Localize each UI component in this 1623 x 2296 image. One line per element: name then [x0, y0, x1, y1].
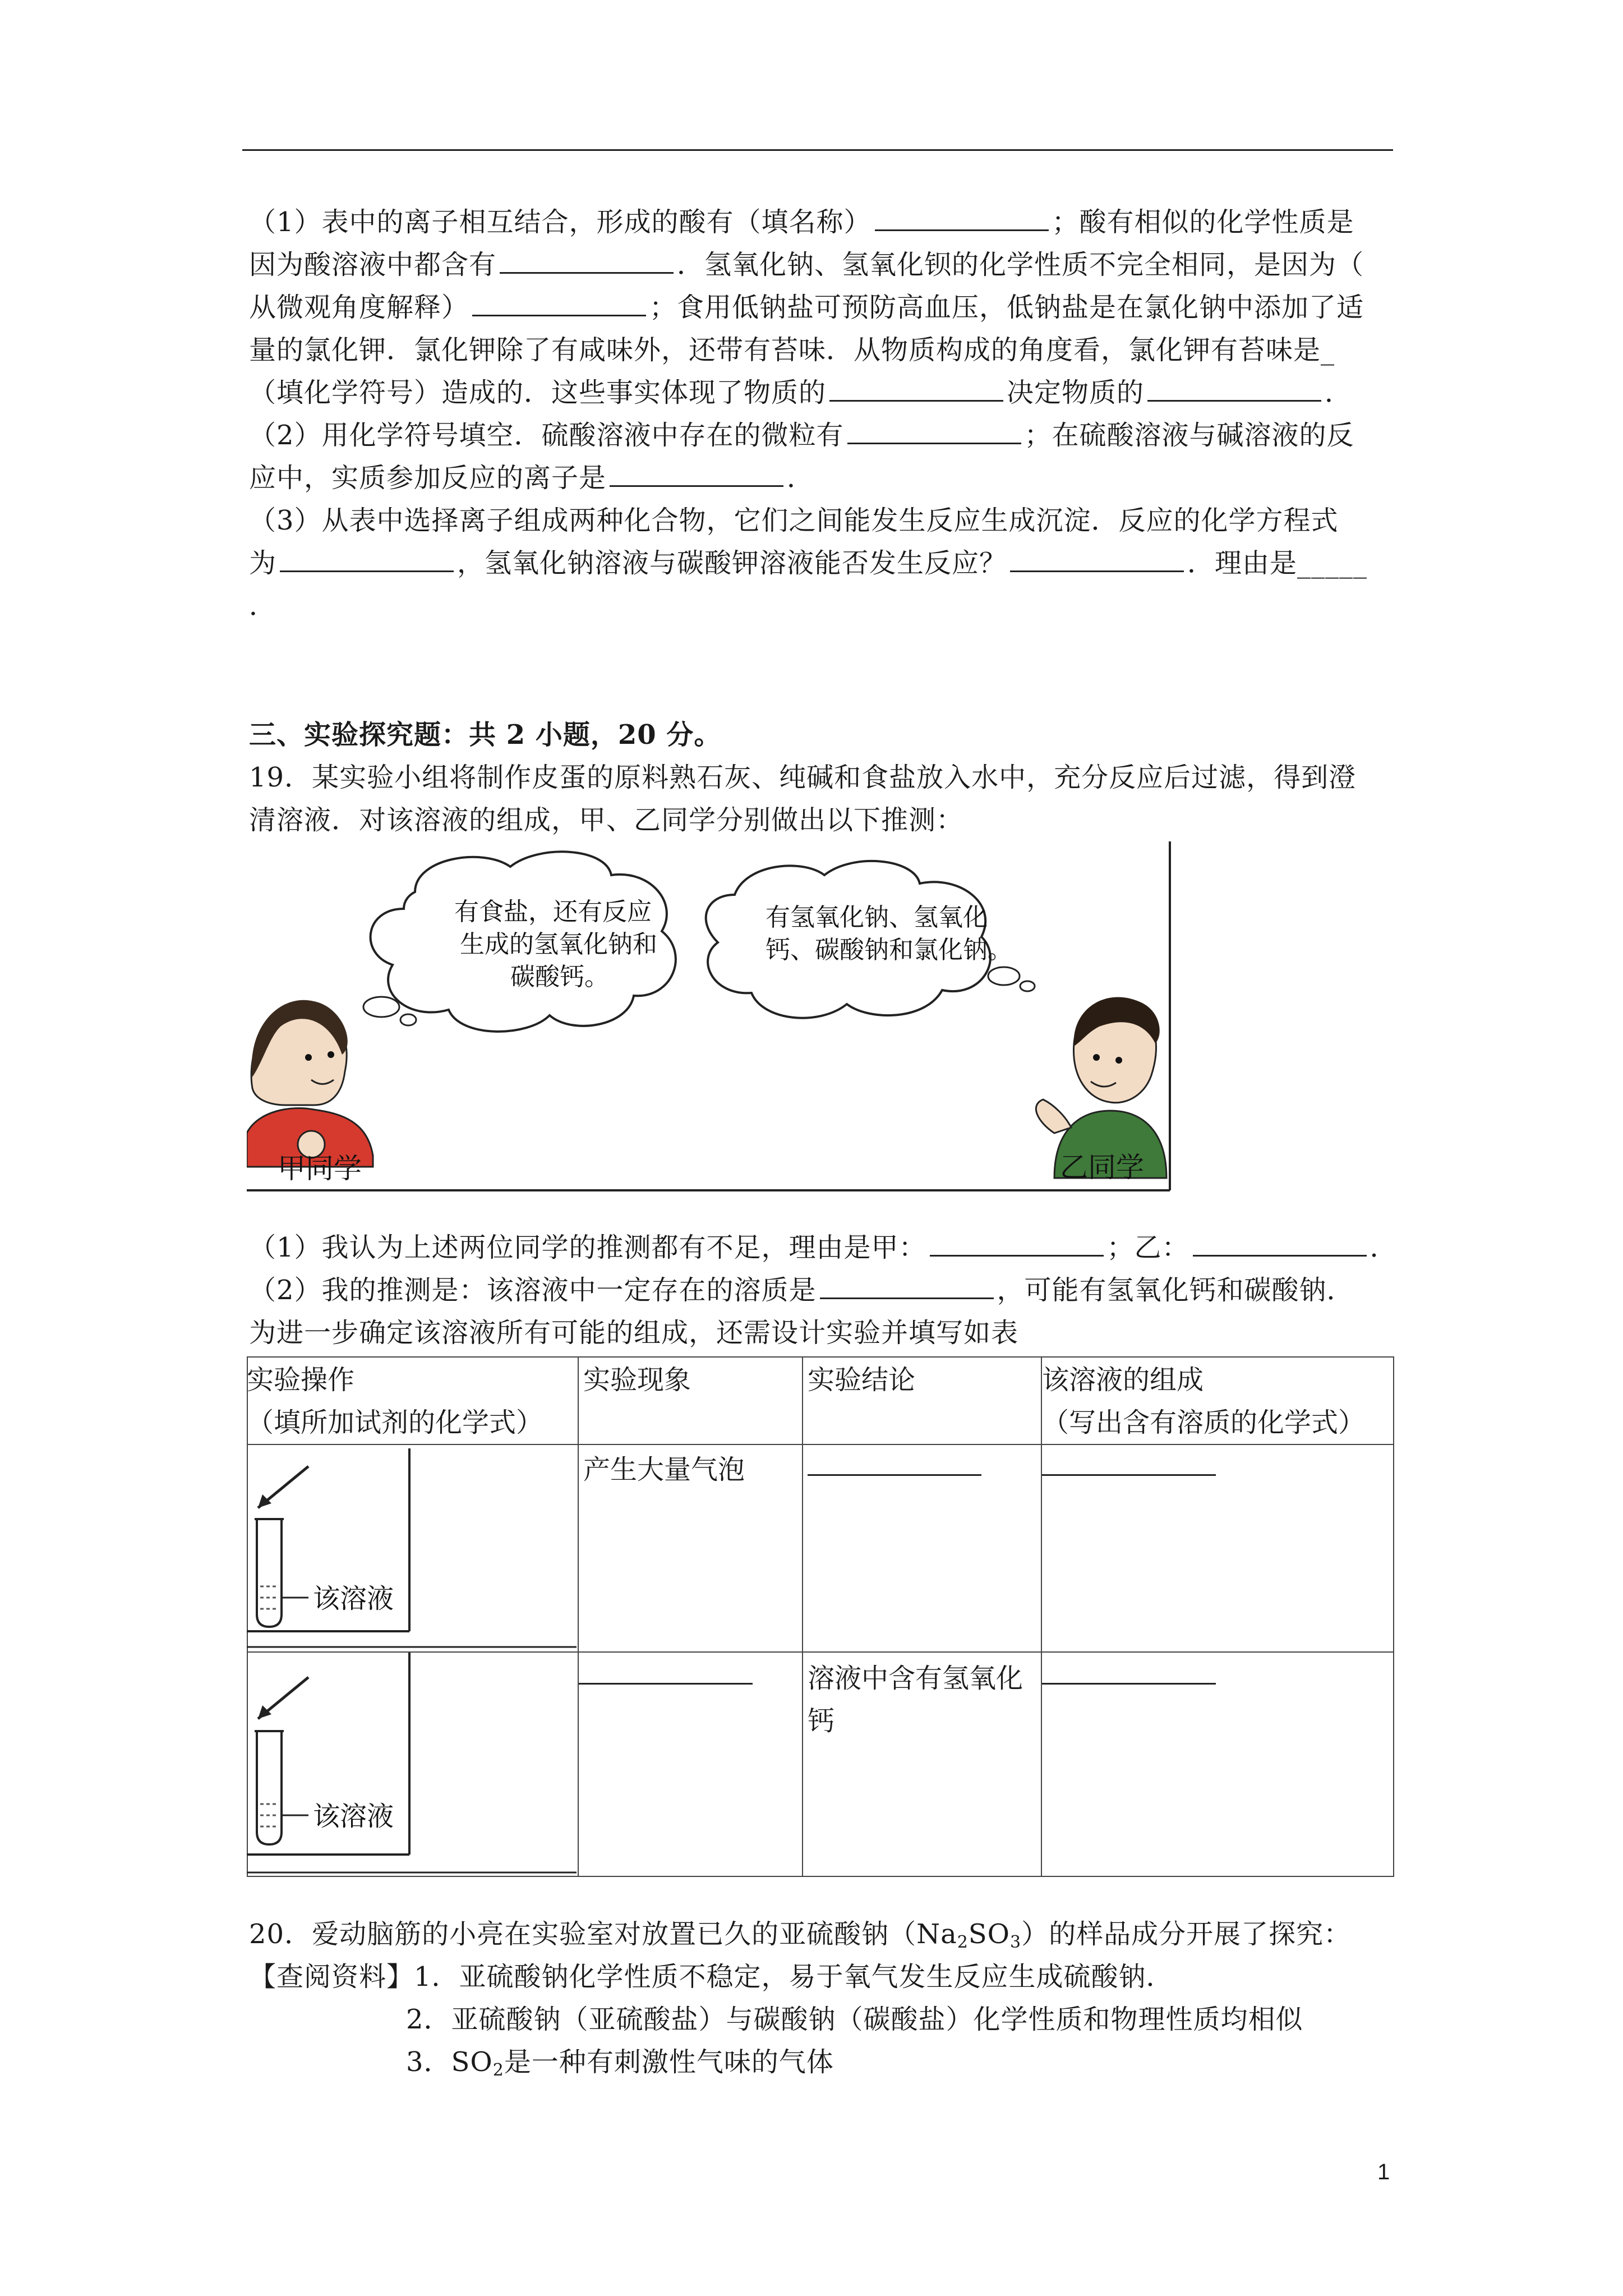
test-tube-diagram	[247, 1446, 578, 1651]
answer-blank[interactable]	[280, 544, 454, 572]
q20-intro: 20．爱动脑筋的小亮在实验室对放置已久的亚硫酸钠$(Na_2SO_3)$的样品成分开展了探究：	[249, 1918, 1352, 1952]
label-yi: 乙同学	[1060, 1151, 1144, 1184]
answer-blank[interactable]	[875, 203, 1049, 231]
answer-blank[interactable]	[847, 416, 1021, 444]
q19-part-3: 为进一步确定该溶液所有可能的组成，还需设计实验并填写如表	[249, 1317, 1019, 1349]
section-heading: 三、实验探究题：共 2 小题，20 分。	[249, 719, 722, 751]
answer-blank[interactable]	[472, 288, 646, 316]
row2-composition-blank[interactable]	[1042, 1683, 1216, 1685]
row2-phenomenon-blank[interactable]	[579, 1683, 753, 1685]
student-jia-figure	[247, 1000, 373, 1167]
q18-line-5: （填化学符号）造成的．这些事实体现了物质的 决定物质的 ．	[249, 371, 1352, 414]
thought-bubble-jia	[363, 852, 676, 1032]
answer-blank[interactable]	[500, 245, 674, 274]
q18-line-3: 从微观角度解释） ；食用低钠盐可预防高血压，低钠盐是在氯化钠中添加了适	[249, 286, 1364, 329]
q19-intro-2: 清溶液．对该溶液的组成，甲、乙同学分别做出以下推测：	[249, 804, 964, 836]
header-composition: 该溶液的组成 （写出含有溶质的化学式）	[1042, 1364, 1366, 1438]
answer-blank[interactable]	[829, 373, 1003, 402]
q18-line-4: 量的氯化钾．氯化钾除了有咸味外，还带有苔味．从物质构成的角度看，氯化钾有苔味是_	[249, 334, 1335, 366]
q18-line-7: 应中，实质参加反应的离子是 ．	[249, 457, 814, 499]
answer-blank[interactable]	[820, 1271, 994, 1299]
bubble-jia-line-3: 碳酸钙。	[510, 963, 609, 991]
tube-label: 该溶液	[313, 1583, 394, 1614]
q19-part-2: （2）我的推测是：该溶液中一定存在的溶质是 ，可能有氢氧化钙和碳酸钠．	[249, 1269, 1354, 1312]
answer-blank[interactable]	[930, 1228, 1104, 1257]
bubble-jia-line-1: 有食盐，还有反应	[454, 898, 652, 926]
label-jia: 甲同学	[278, 1152, 362, 1185]
header-phenomenon: 实验现象	[583, 1364, 691, 1396]
q19-part-1: （1）我认为上述两位同学的推测都有不足，理由是甲： ；乙： ．	[249, 1226, 1398, 1269]
q18-line-10: ．	[249, 590, 277, 622]
row1-composition-blank[interactable]	[1042, 1474, 1216, 1476]
q18-line-6: （2）用化学符号填空．硫酸溶液中存在的微粒有 ；在硫酸溶液与碱溶液的反	[249, 414, 1354, 457]
q18-line-1: （1）表中的离子相互结合，形成的酸有（填名称） ；酸有相似的化学性质是	[249, 201, 1354, 243]
q19-intro-1: 19．某实验小组将制作皮蛋的原料熟石灰、纯碱和食盐放入水中，充分反应后过滤，得到澄	[249, 762, 1357, 793]
header-operation: 实验操作 （填所加试剂的化学式）	[247, 1364, 543, 1438]
bubble-yi-line-1: 有氢氧化钠、氢氧化	[766, 903, 988, 932]
thought-bubble-yi	[706, 861, 1035, 1018]
answer-blank[interactable]	[1010, 544, 1184, 572]
header-rule	[242, 149, 1393, 151]
q20-reference-2: 2．亚硫酸钠（亚硫酸盐）与碳酸钠（碳酸盐）化学性质和物理性质均相似	[406, 2004, 1303, 2035]
answer-blank[interactable]	[1147, 373, 1321, 402]
bubble-jia-line-2: 生成的氢氧化钠和	[460, 930, 657, 959]
tube-label: 该溶液	[313, 1801, 394, 1832]
q18-line-9: 为 ，氢氧化钠溶液与碳酸钾溶液能否发生反应？ ．理由是_____	[249, 542, 1367, 585]
row2-conclusion: 溶液中含有氢氧化 钙	[808, 1663, 1023, 1737]
q20-reference-1: 【查阅资料】1．亚硫酸钠化学性质不稳定，易于氧气发生反应生成硫酸钠．	[249, 1961, 1174, 1993]
page-number: 1	[1377, 2160, 1390, 2184]
bubble-yi-line-2: 钙、碳酸钠和氯化钠。	[766, 936, 1012, 964]
row1-phenomenon: 产生大量气泡	[583, 1454, 745, 1485]
q20-reference-3: 3．$SO_2$是一种有刺激性气味的气体	[406, 2046, 834, 2080]
answer-blank[interactable]	[1193, 1228, 1367, 1257]
test-tube-diagram	[247, 1653, 578, 1876]
cartoon-illustration	[247, 841, 1178, 1200]
row1-conclusion-blank[interactable]	[808, 1474, 981, 1476]
q18-line-2: 因为酸溶液中都含有 ．氢氧化钠、氢氧化钡的化学性质不完全相同，是因为（	[249, 243, 1364, 286]
answer-blank[interactable]	[610, 458, 783, 487]
q18-line-8: （3）从表中选择离子组成两种化合物，它们之间能发生反应生成沉淀．反应的化学方程式	[249, 505, 1339, 536]
experiment-table	[247, 1356, 1394, 1877]
header-conclusion: 实验结论	[808, 1364, 916, 1396]
